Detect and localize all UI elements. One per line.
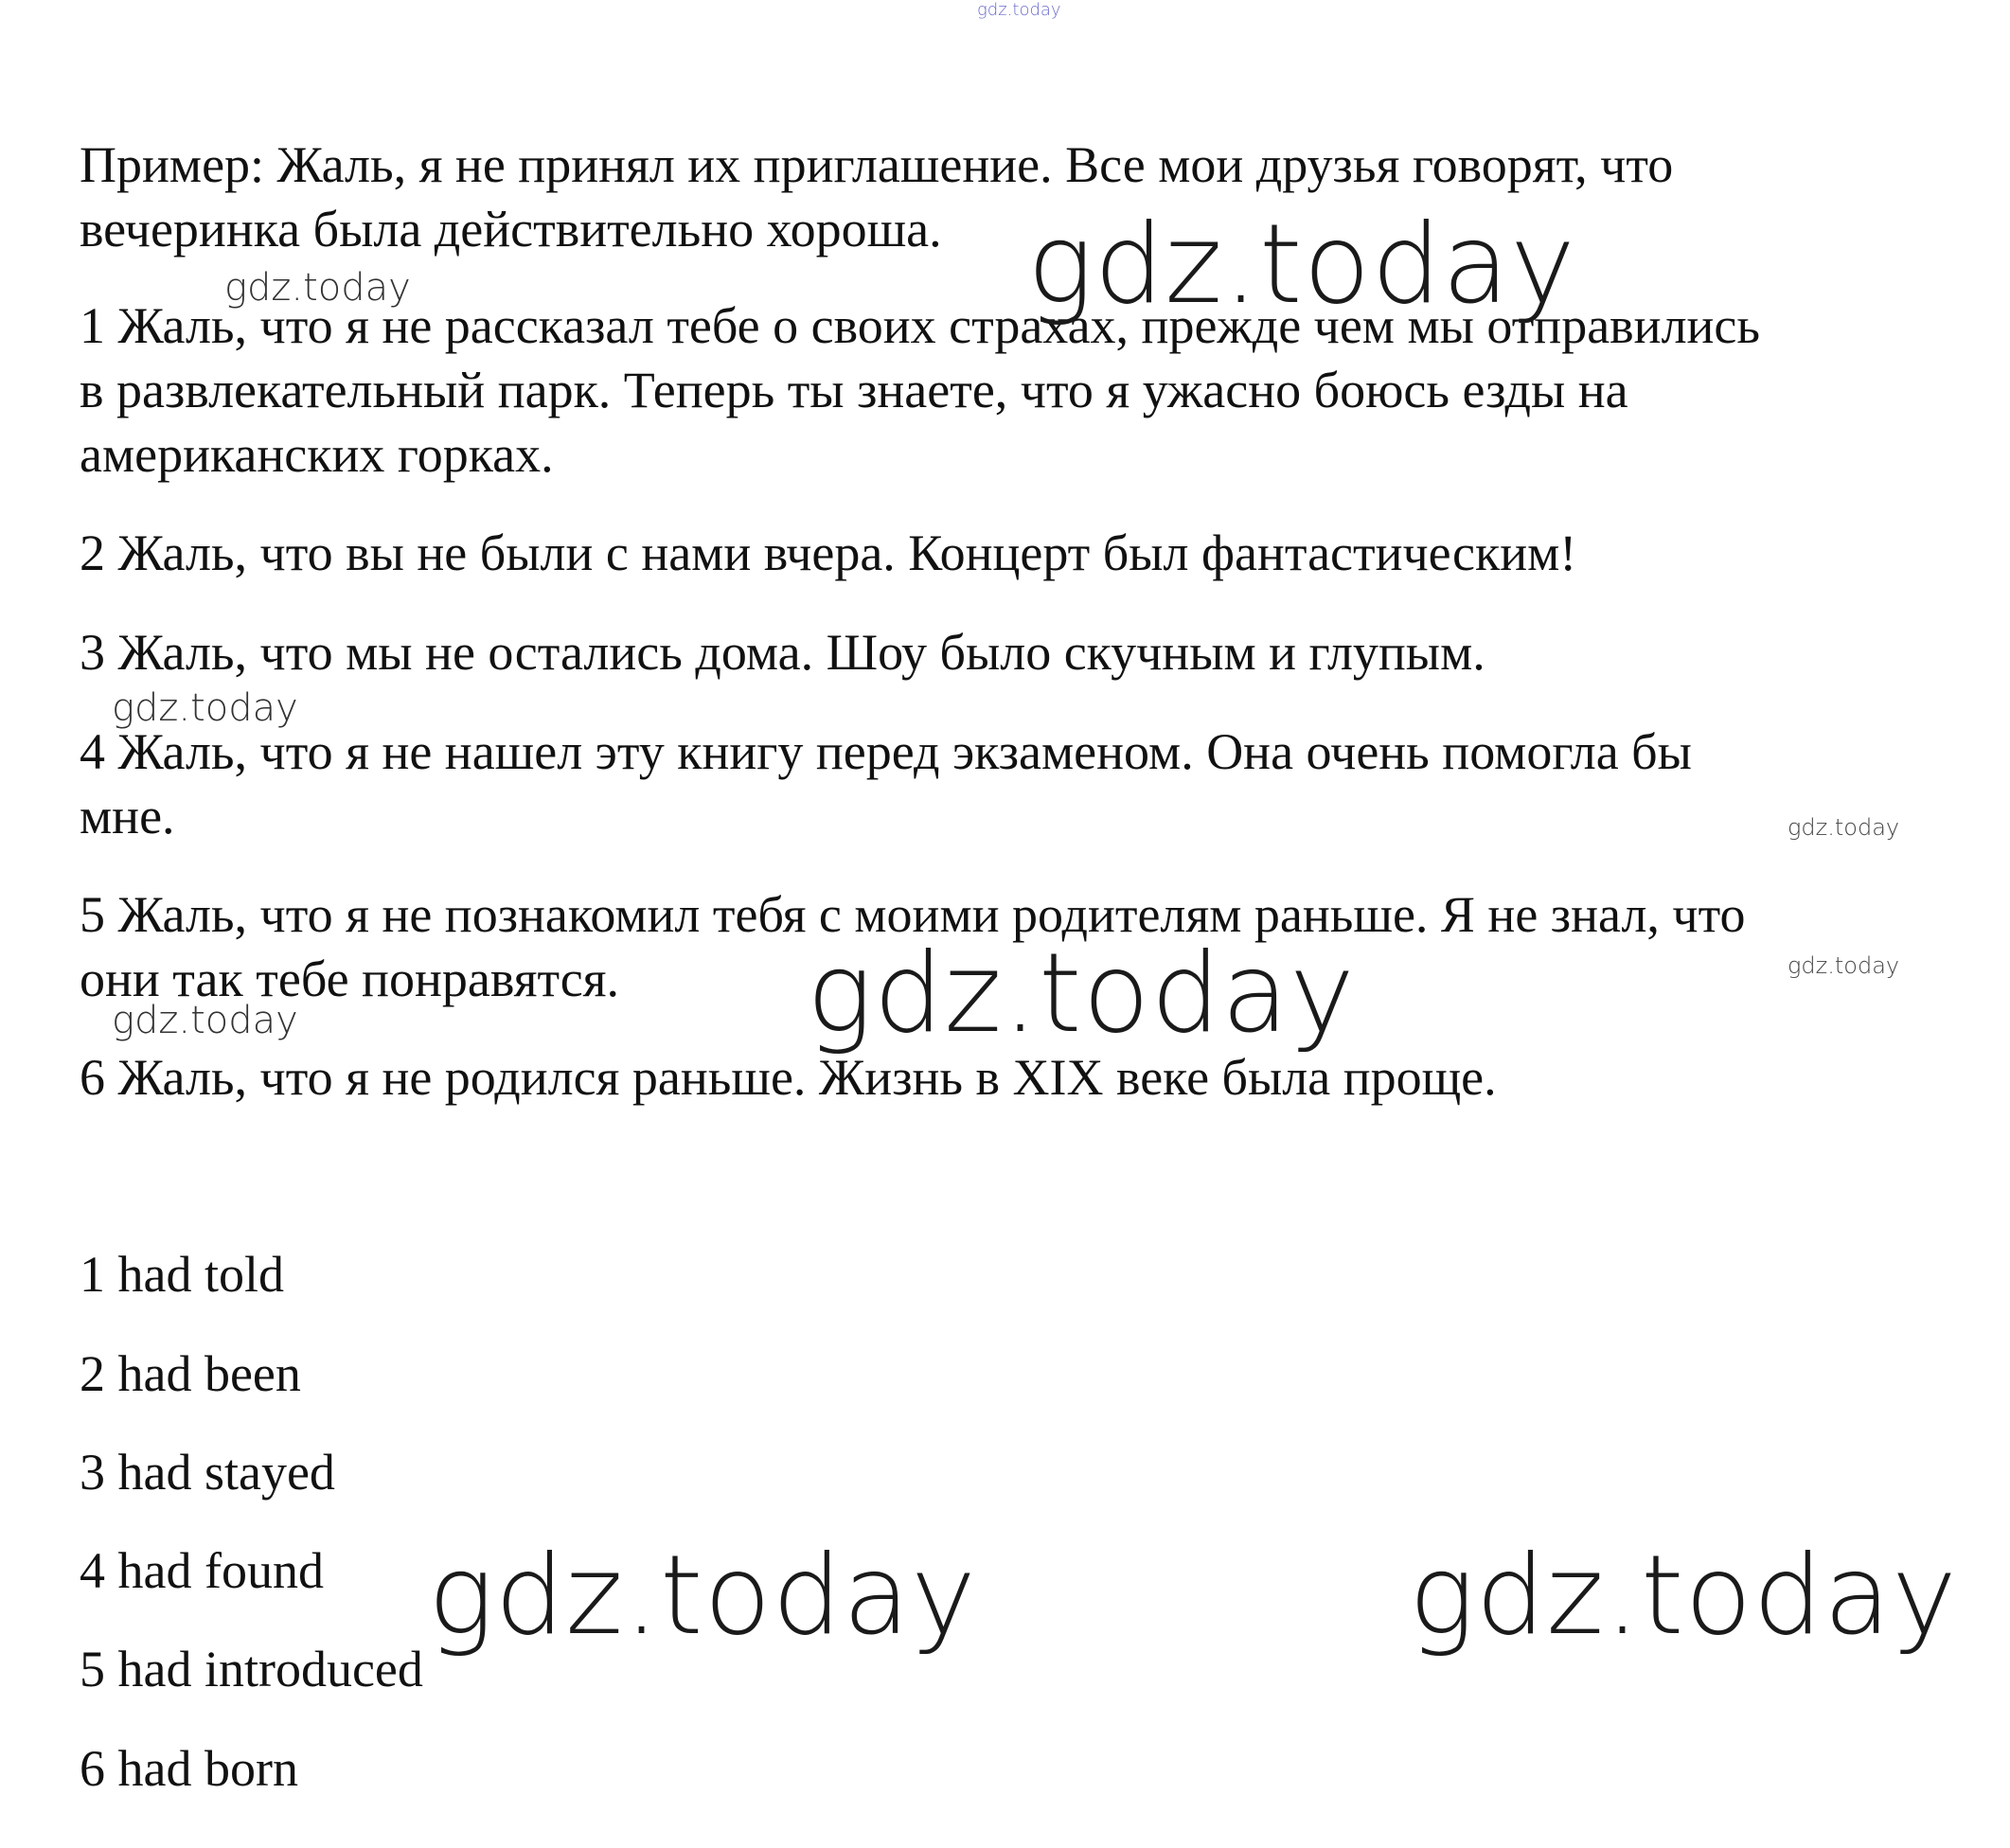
- translation-line: мне.: [80, 788, 175, 844]
- translation-line: они так тебе понравятся.: [80, 951, 620, 1007]
- translation-item-3: [80, 620, 1485, 684]
- answer-item-2: 2 had been: [80, 1345, 301, 1402]
- translation-line: 2 Жаль, что вы не были с нами вчера. Концерт был фантастическим!: [80, 524, 1577, 581]
- watermark-medium: gdz.today: [112, 999, 298, 1042]
- translation-line: 1 Жаль, что я не рассказал тебе о своих страхах, прежде чем мы отправились: [80, 297, 1761, 354]
- answer-item-4: 4 had found: [80, 1542, 324, 1599]
- translation-line: 4 Жаль, что я не нашел эту книгу перед экзаменом. Она очень помогла бы: [80, 723, 1692, 780]
- translation-line: 6 Жаль, что я не родился раньше. Жизнь в XIX веке была проще.: [80, 1049, 1497, 1106]
- translation-line: 5 Жаль, что я не познакомил тебя с моими родителям раньше. Я не знал, что: [80, 886, 1746, 943]
- answer-item-1: 1 had told: [80, 1246, 284, 1303]
- watermark-small: gdz.today: [1788, 814, 1900, 841]
- translation-line: в развлекательный парк. Теперь ты знаете, что я ужасно боюсь езды на: [80, 362, 1628, 418]
- translation-line: американских горках.: [80, 426, 554, 483]
- translation-line: 3 Жаль, что мы не остались дома. Шоу было скучным и глупым.: [80, 624, 1485, 681]
- example-line: вечеринка была действительно хороша.: [80, 201, 942, 258]
- watermark-large: gdz.today: [428, 1532, 977, 1660]
- translation-item-2: [80, 521, 1576, 585]
- translation-item-4: [80, 720, 1692, 848]
- watermark-large: gdz.today: [1027, 201, 1576, 329]
- answer-item-3: 3 had stayed: [80, 1444, 335, 1501]
- answer-item-6: 6 had born: [80, 1740, 298, 1797]
- example-line: Пример: Жаль, я не принял их приглашение. Все мои друзья говорят, что: [80, 136, 1674, 193]
- watermark-large: gdz.today: [1409, 1532, 1958, 1660]
- watermark-large: gdz.today: [807, 930, 1356, 1057]
- watermark-small: gdz.today: [1788, 952, 1900, 979]
- watermark-top: gdz.today: [977, 0, 1061, 20]
- watermark-medium: gdz.today: [112, 686, 298, 730]
- watermark-medium: gdz.today: [224, 266, 411, 310]
- answer-item-5: 5 had introduced: [80, 1641, 423, 1697]
